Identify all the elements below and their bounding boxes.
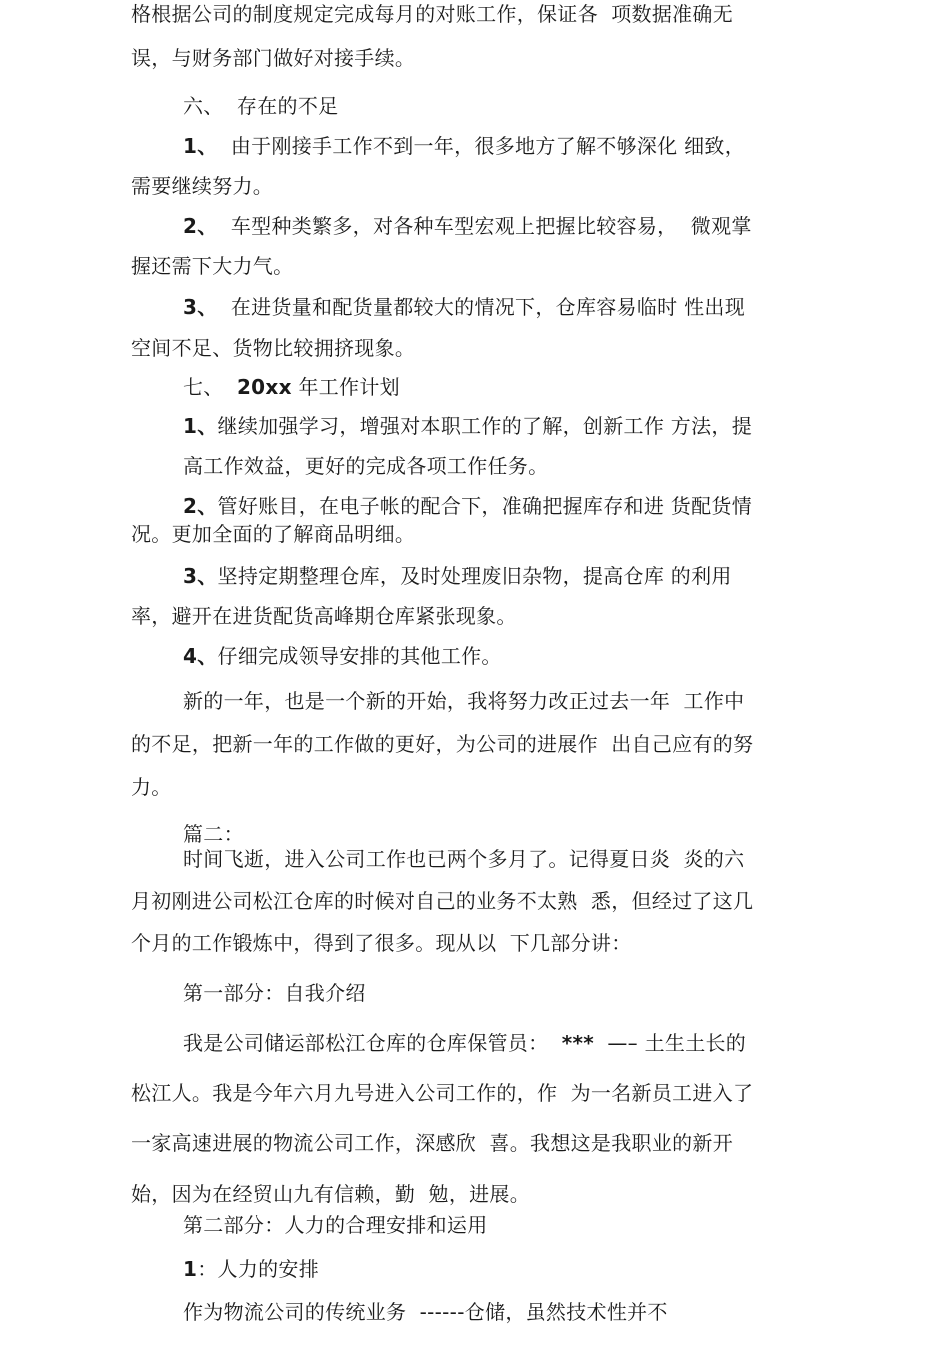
list-item bbox=[183, 564, 732, 588]
item-number: 2、 bbox=[183, 494, 218, 518]
text-line: 的不足，把新一年的工作做的更好，为公司的进展作 出自己应有的努 bbox=[131, 732, 754, 756]
item-text: 管好账目，在电子帐的配合下，准确把握库存和进 货配货情 bbox=[217, 494, 752, 518]
line-part: —– 土生土长的 bbox=[607, 1031, 747, 1055]
item-text: 车型种类繁多，对各种车型宏观上把握比较容易， 微观掌 bbox=[230, 214, 752, 238]
section-heading: 篇二： bbox=[183, 822, 244, 846]
text-line: 需要继续努力。 bbox=[131, 174, 274, 198]
text-line: 况。更加全面的了解商品明细。 bbox=[131, 522, 416, 546]
item-text: 继续加强学习，增强对本职工作的了解，创新工作 方法，提 bbox=[217, 414, 752, 438]
item-number: 4、 bbox=[183, 644, 218, 668]
section-heading: 第二部分：人力的合理安排和运用 bbox=[183, 1213, 488, 1237]
text-line: 始，因为在经贸山九有信赖，勤 勉，进展。 bbox=[131, 1182, 531, 1206]
text-line: 误，与财务部门做好对接手续。 bbox=[131, 46, 416, 70]
heading-prefix: 七、 bbox=[183, 375, 224, 399]
text-line: 高工作效益，更好的完成各项工作任务。 bbox=[183, 454, 549, 478]
name-placeholder: *** bbox=[561, 1031, 595, 1055]
text-line: 力。 bbox=[131, 775, 172, 799]
item-number: 2、 bbox=[183, 214, 218, 238]
text-line: 格根据公司的制度规定完成每月的对账工作，保证各 项数据准确无 bbox=[131, 2, 734, 26]
list-item bbox=[183, 295, 745, 319]
text-line: 月初刚进公司松江仓库的时候对自己的业务不太熟 悉，但经过了这几 bbox=[131, 889, 754, 913]
item-number: 1、 bbox=[183, 134, 218, 158]
line-part: 我是公司储运部松江仓库的仓库保管员： bbox=[183, 1031, 549, 1055]
item-text: ：人力的安排 bbox=[197, 1257, 320, 1281]
list-item bbox=[183, 644, 502, 668]
text-line: 个月的工作锻炼中，得到了很多。现从以 下几部分讲： bbox=[131, 931, 632, 955]
item-number: 3、 bbox=[183, 564, 218, 588]
heading-text: 年工作计划 bbox=[298, 375, 400, 399]
section-heading: 第一部分：自我介绍 bbox=[183, 981, 366, 1005]
text-line bbox=[183, 1031, 746, 1055]
text-line: 作为物流公司的传统业务 ------仓储，虽然技术性并不 bbox=[183, 1300, 668, 1324]
text-line: 松江人。我是今年六月九号进入公司工作的，作 为一名新员工进入了 bbox=[131, 1081, 754, 1105]
list-item bbox=[183, 414, 752, 438]
item-text: 由于刚接手工作不到一年，很多地方了解不够深化 细致， bbox=[230, 134, 746, 158]
item-text: 仔细完成领导安排的其他工作。 bbox=[217, 644, 502, 668]
list-item bbox=[183, 214, 752, 238]
text-line: 率，避开在进货配货高峰期仓库紧张现象。 bbox=[131, 604, 517, 628]
list-item bbox=[183, 134, 745, 158]
item-number: 1 bbox=[183, 1257, 198, 1281]
item-text: 在进货量和配货量都较大的情况下，仓库容易临时 性出现 bbox=[230, 295, 746, 319]
text-line: 握还需下大力气。 bbox=[131, 254, 294, 278]
text-line: 空间不足、货物比较拥挤现象。 bbox=[131, 336, 416, 360]
item-number: 1、 bbox=[183, 414, 218, 438]
text-line: 一家高速进展的物流公司工作，深感欣 喜。我想这是我职业的新开 bbox=[131, 1131, 734, 1155]
section-heading: 六、 存在的不足 bbox=[183, 94, 339, 118]
item-text: 坚持定期整理仓库，及时处理废旧杂物，提高仓库 的利用 bbox=[217, 564, 732, 588]
text-line: 新的一年，也是一个新的开始，我将努力改正过去一年 工作中 bbox=[183, 689, 745, 713]
list-item bbox=[183, 1257, 319, 1281]
text-line: 时间飞逝，进入公司工作也已两个多月了。记得夏日炎 炎的六 bbox=[183, 847, 745, 871]
item-number: 3、 bbox=[183, 295, 218, 319]
list-item bbox=[183, 494, 752, 518]
section-heading bbox=[183, 375, 400, 399]
year-label: 20xx bbox=[236, 375, 292, 399]
